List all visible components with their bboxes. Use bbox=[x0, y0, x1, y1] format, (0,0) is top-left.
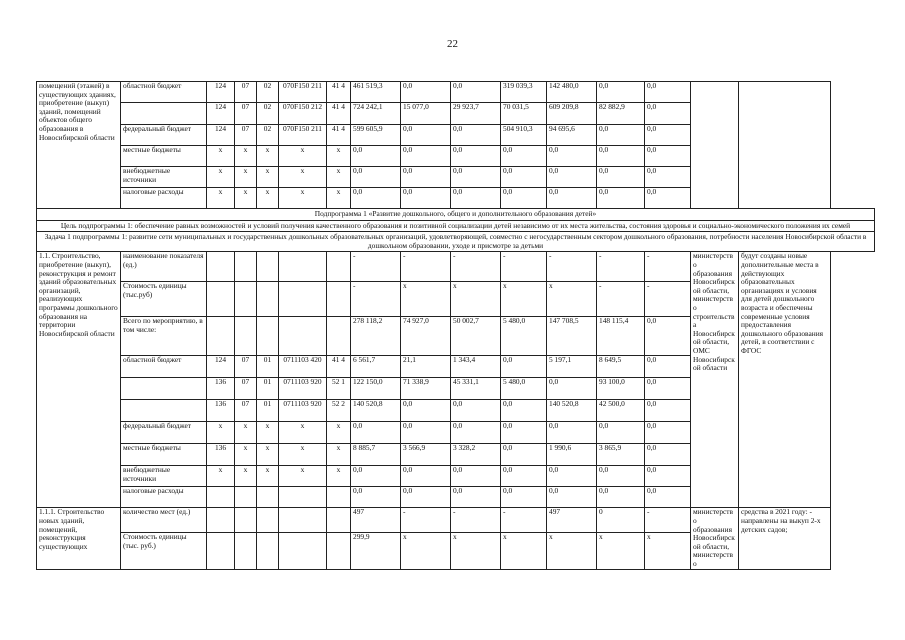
budget-code-cell: x bbox=[207, 422, 235, 444]
amount-cell: - bbox=[645, 282, 691, 317]
budget-code-cell: 136 bbox=[207, 400, 235, 422]
budget-code-cell bbox=[207, 252, 235, 282]
amount-cell: 0,0 bbox=[645, 400, 691, 422]
amount-cell: 0,0 bbox=[547, 466, 597, 487]
budget-code-cell bbox=[235, 317, 257, 356]
amount-cell: 0,0 bbox=[645, 103, 691, 125]
amount-cell: 148 115,4 bbox=[597, 317, 645, 356]
table-row bbox=[37, 82, 875, 103]
budget-code-cell: x bbox=[327, 188, 351, 209]
amount-cell: 0,0 bbox=[645, 167, 691, 188]
budget-code-cell: 124 bbox=[207, 103, 235, 125]
amount-cell: 0,0 bbox=[547, 422, 597, 444]
amount-cell: - bbox=[451, 252, 501, 282]
amount-cell: 0,0 bbox=[597, 188, 645, 209]
amount-cell: 71 338,9 bbox=[401, 378, 451, 400]
amount-cell: 0,0 bbox=[547, 146, 597, 167]
budget-code-cell: x bbox=[279, 422, 327, 444]
amount-cell: 0,0 bbox=[401, 146, 451, 167]
amount-cell: 278 118,2 bbox=[351, 317, 401, 356]
budget-code-cell: 52 2 bbox=[327, 400, 351, 422]
budget-code-cell: x bbox=[235, 422, 257, 444]
amount-cell: 0,0 bbox=[547, 487, 597, 508]
amount-cell: 29 923,7 bbox=[451, 103, 501, 125]
budget-code-cell: 124 bbox=[207, 356, 235, 378]
amount-cell: - bbox=[351, 252, 401, 282]
funding-source-cell: местные бюджеты bbox=[121, 444, 207, 466]
table-row bbox=[37, 252, 875, 282]
budget-code-cell: 41 4 bbox=[327, 125, 351, 146]
funding-source-cell: количество мест (ед.) bbox=[121, 508, 207, 533]
amount-cell: 0,0 bbox=[597, 466, 645, 487]
budget-code-cell: 0711103 920 bbox=[279, 400, 327, 422]
amount-cell: 5 197,1 bbox=[547, 356, 597, 378]
funding-source-cell: Стоимость единицы (тыс. руб.) bbox=[121, 533, 207, 569]
amount-cell: 0,0 bbox=[645, 188, 691, 209]
budget-code-cell: 07 bbox=[235, 356, 257, 378]
budget-code-cell: x bbox=[235, 444, 257, 466]
amount-cell: 0,0 bbox=[351, 487, 401, 508]
budget-code-cell bbox=[207, 533, 235, 569]
amount-cell: 0,0 bbox=[547, 378, 597, 400]
budget-code-cell: x bbox=[207, 466, 235, 487]
amount-cell: 21,1 bbox=[401, 356, 451, 378]
amount-cell: - bbox=[451, 508, 501, 533]
budget-code-cell: 0711103 920 bbox=[279, 378, 327, 400]
budget-code-cell: 01 bbox=[257, 356, 279, 378]
amount-cell: 140 520,8 bbox=[351, 400, 401, 422]
budget-code-cell: 01 bbox=[257, 400, 279, 422]
amount-cell: 0,0 bbox=[501, 444, 547, 466]
amount-cell: 0,0 bbox=[501, 466, 547, 487]
amount-cell: 0,0 bbox=[401, 400, 451, 422]
executor-cell bbox=[691, 82, 739, 209]
amount-cell: 0,0 bbox=[645, 146, 691, 167]
budget-code-cell bbox=[257, 317, 279, 356]
budget-code-cell: x bbox=[279, 444, 327, 466]
budget-code-cell: 136 bbox=[207, 378, 235, 400]
budget-code-cell bbox=[257, 282, 279, 317]
amount-cell: 5 480,0 bbox=[501, 317, 547, 356]
amount-cell: 5 480,0 bbox=[501, 378, 547, 400]
amount-cell: 0,0 bbox=[645, 444, 691, 466]
amount-cell: 497 bbox=[351, 508, 401, 533]
budget-code-cell bbox=[235, 487, 257, 508]
amount-cell: 0,0 bbox=[645, 125, 691, 146]
amount-cell: 0,0 bbox=[597, 82, 645, 103]
budget-code-cell: x bbox=[207, 188, 235, 209]
budget-code-cell: x bbox=[257, 466, 279, 487]
amount-cell: 0,0 bbox=[645, 487, 691, 508]
amount-cell: 0,0 bbox=[645, 378, 691, 400]
funding-source-cell: местные бюджеты bbox=[121, 146, 207, 167]
amount-cell: 0,0 bbox=[451, 400, 501, 422]
amount-cell: 6 561,7 bbox=[351, 356, 401, 378]
amount-cell: 0,0 bbox=[645, 422, 691, 444]
amount-cell: 93 100,0 bbox=[597, 378, 645, 400]
budget-code-cell: x bbox=[207, 146, 235, 167]
budget-code-cell: 0711103 420 bbox=[279, 356, 327, 378]
amount-cell: 142 480,0 bbox=[547, 82, 597, 103]
executor-cell: министерство образования Новосибирской области, министерство bbox=[691, 508, 739, 569]
amount-cell: 0,0 bbox=[501, 400, 547, 422]
amount-cell: - bbox=[401, 252, 451, 282]
amount-cell: x bbox=[401, 282, 451, 317]
budget-code-cell bbox=[279, 317, 327, 356]
budget-code-cell: 07 bbox=[235, 378, 257, 400]
budget-code-cell: x bbox=[235, 188, 257, 209]
budget-code-cell: x bbox=[279, 146, 327, 167]
amount-cell: 15 077,0 bbox=[401, 103, 451, 125]
amount-cell: 0,0 bbox=[597, 422, 645, 444]
budget-code-cell: x bbox=[279, 466, 327, 487]
budget-code-cell: x bbox=[207, 167, 235, 188]
amount-cell: 0,0 bbox=[501, 356, 547, 378]
amount-cell: 319 039,3 bbox=[501, 82, 547, 103]
amount-cell: x bbox=[451, 533, 501, 569]
amount-cell: 3 566,9 bbox=[401, 444, 451, 466]
budget-code-cell: x bbox=[235, 146, 257, 167]
budget-code-cell bbox=[279, 252, 327, 282]
amount-cell: 0,0 bbox=[401, 125, 451, 146]
amount-cell: 94 695,6 bbox=[547, 125, 597, 146]
amount-cell: 0,0 bbox=[451, 422, 501, 444]
program-table bbox=[36, 81, 875, 570]
budget-code-cell: 07 bbox=[235, 82, 257, 103]
amount-cell: 0,0 bbox=[501, 146, 547, 167]
budget-code-cell: 07 bbox=[235, 103, 257, 125]
budget-code-cell bbox=[327, 508, 351, 533]
amount-cell: 0,0 bbox=[501, 422, 547, 444]
amount-cell: x bbox=[547, 282, 597, 317]
budget-code-cell: x bbox=[257, 422, 279, 444]
amount-cell: 50 002,7 bbox=[451, 317, 501, 356]
budget-code-cell: 41 4 bbox=[327, 82, 351, 103]
budget-code-cell: x bbox=[279, 167, 327, 188]
budget-code-cell bbox=[257, 487, 279, 508]
budget-code-cell bbox=[257, 252, 279, 282]
amount-cell: 0,0 bbox=[451, 146, 501, 167]
amount-cell: 122 150,0 bbox=[351, 378, 401, 400]
budget-code-cell bbox=[257, 533, 279, 569]
result-cell: будут созданы новые дополнительные места в действующих образовательных организациях и условия для детей дошкольного возраста и обеспечены современные условия предоставления дошкольного образования детей, в соответствии с ФГОС bbox=[739, 252, 831, 508]
budget-code-cell: 02 bbox=[257, 103, 279, 125]
subprogram-goal-row: Цель подпрограммы 1: обеспечение равных возможностей и условий получения качественного образования и позитивной социализации детей независимо от их места жительства, состояния здоровья и социально-экономического положения их семей bbox=[37, 220, 875, 232]
amount-cell: 0,0 bbox=[645, 356, 691, 378]
amount-cell: 0,0 bbox=[645, 466, 691, 487]
amount-cell: 0,0 bbox=[597, 146, 645, 167]
budget-code-cell bbox=[207, 317, 235, 356]
subprogram-task-row: Задача 1 подпрограммы 1: развитие сети муниципальных и государственных дошкольных образовательных организаций, удовлетворяющей, совместно с негосударственным сектором дошкольного образования, потребности населения Новосибирской области в дошкольном образовании, уходе и присмотре за детьми bbox=[37, 232, 875, 252]
budget-code-cell bbox=[257, 508, 279, 533]
budget-code-cell: x bbox=[257, 188, 279, 209]
amount-cell: 0,0 bbox=[645, 317, 691, 356]
amount-cell: - bbox=[351, 282, 401, 317]
funding-source-cell: наименование показателя (ед.) bbox=[121, 252, 207, 282]
funding-source-cell: областной бюджет bbox=[121, 82, 207, 103]
amount-cell: x bbox=[401, 533, 451, 569]
amount-cell: 0,0 bbox=[501, 188, 547, 209]
amount-cell: - bbox=[645, 252, 691, 282]
amount-cell: 140 520,8 bbox=[547, 400, 597, 422]
budget-code-cell: 136 bbox=[207, 444, 235, 466]
amount-cell: 0,0 bbox=[351, 466, 401, 487]
budget-code-cell: 124 bbox=[207, 82, 235, 103]
budget-code-cell bbox=[279, 487, 327, 508]
budget-code-cell bbox=[235, 252, 257, 282]
amount-cell: 0,0 bbox=[547, 188, 597, 209]
amount-cell: 0,0 bbox=[597, 167, 645, 188]
amount-cell: 3 865,9 bbox=[597, 444, 645, 466]
amount-cell: 1 343,4 bbox=[451, 356, 501, 378]
amount-cell: 0,0 bbox=[351, 422, 401, 444]
budget-code-cell bbox=[279, 282, 327, 317]
budget-code-cell bbox=[207, 487, 235, 508]
table-row bbox=[37, 220, 875, 232]
amount-cell: 0,0 bbox=[401, 466, 451, 487]
amount-cell: 0,0 bbox=[597, 125, 645, 146]
budget-code-cell bbox=[327, 317, 351, 356]
executor-cell: министерство образования Новосибирской области, министерство строительства Новосибирской области, ОМС Новосибирской области bbox=[691, 252, 739, 508]
funding-source-cell: налоговые расходы bbox=[121, 188, 207, 209]
funding-source-cell bbox=[121, 103, 207, 125]
amount-cell: - bbox=[501, 508, 547, 533]
funding-source-cell: областной бюджет bbox=[121, 356, 207, 378]
amount-cell: 0,0 bbox=[451, 188, 501, 209]
budget-code-cell: 41 4 bbox=[327, 356, 351, 378]
budget-code-cell: x bbox=[327, 466, 351, 487]
funding-source-cell: внебюджетные источники bbox=[121, 167, 207, 188]
funding-source-cell bbox=[121, 400, 207, 422]
amount-cell: 0,0 bbox=[351, 167, 401, 188]
amount-cell: 45 331,1 bbox=[451, 378, 501, 400]
amount-cell: - bbox=[501, 252, 547, 282]
amount-cell: 0,0 bbox=[597, 487, 645, 508]
table-row bbox=[37, 232, 875, 252]
measure-name-cell: помещений (этажей) в существующих зданиях, приобретение (выкуп) зданий, помещений объектов общего образования в Новосибирской области bbox=[37, 82, 121, 209]
budget-code-cell: x bbox=[327, 444, 351, 466]
amount-cell: 0,0 bbox=[351, 146, 401, 167]
amount-cell: 1 990,6 bbox=[547, 444, 597, 466]
funding-source-cell: внебюджетные источники bbox=[121, 466, 207, 487]
amount-cell: 0,0 bbox=[645, 82, 691, 103]
funding-source-cell: федеральный бюджет bbox=[121, 125, 207, 146]
budget-code-cell: 02 bbox=[257, 125, 279, 146]
amount-cell: 599 605,9 bbox=[351, 125, 401, 146]
result-cell bbox=[739, 82, 831, 209]
budget-code-cell bbox=[327, 282, 351, 317]
amount-cell: - bbox=[597, 252, 645, 282]
budget-code-cell: 07 bbox=[235, 400, 257, 422]
amount-cell: 0,0 bbox=[351, 188, 401, 209]
budget-code-cell: 41 4 bbox=[327, 103, 351, 125]
budget-code-cell: 07 bbox=[235, 125, 257, 146]
amount-cell: 0,0 bbox=[501, 487, 547, 508]
amount-cell: 0,0 bbox=[401, 487, 451, 508]
budget-code-cell: 070F150 212 bbox=[279, 103, 327, 125]
amount-cell: 42 500,0 bbox=[597, 400, 645, 422]
amount-cell: 0 bbox=[597, 508, 645, 533]
amount-cell: 0,0 bbox=[451, 466, 501, 487]
amount-cell: 0,0 bbox=[451, 82, 501, 103]
amount-cell: 0,0 bbox=[451, 125, 501, 146]
amount-cell: 70 031,5 bbox=[501, 103, 547, 125]
amount-cell: 0,0 bbox=[451, 487, 501, 508]
funding-source-cell: налоговые расходы bbox=[121, 487, 207, 508]
budget-code-cell: x bbox=[257, 444, 279, 466]
budget-code-cell bbox=[279, 508, 327, 533]
amount-cell: 0,0 bbox=[401, 82, 451, 103]
budget-code-cell: 01 bbox=[257, 378, 279, 400]
amount-cell: 0,0 bbox=[451, 167, 501, 188]
page-number: 22 bbox=[447, 38, 458, 50]
amount-cell: x bbox=[645, 533, 691, 569]
budget-code-cell bbox=[235, 533, 257, 569]
budget-code-cell bbox=[327, 487, 351, 508]
amount-cell: 0,0 bbox=[401, 167, 451, 188]
amount-cell: x bbox=[547, 533, 597, 569]
amount-cell: x bbox=[451, 282, 501, 317]
funding-source-cell: Всего по мероприятию, в том числе: bbox=[121, 317, 207, 356]
amount-cell: 0,0 bbox=[547, 167, 597, 188]
budget-code-cell bbox=[207, 508, 235, 533]
budget-code-cell: x bbox=[257, 146, 279, 167]
amount-cell: - bbox=[597, 282, 645, 317]
budget-code-cell bbox=[327, 533, 351, 569]
budget-code-cell: x bbox=[327, 146, 351, 167]
budget-code-cell: x bbox=[235, 167, 257, 188]
measure-name-cell: 1.1. Строительство, приобретение (выкуп), реконструкция и ремонт зданий образовательных организаций, реализующих программы дошкольного образования на территории Новосибирской области bbox=[37, 252, 121, 508]
amount-cell: 0,0 bbox=[501, 167, 547, 188]
measure-name-cell: 1.1.1. Строительство новых зданий, помещений, реконструкция существующих bbox=[37, 508, 121, 569]
amount-cell: - bbox=[645, 508, 691, 533]
funding-source-cell: федеральный бюджет bbox=[121, 422, 207, 444]
amount-cell: 504 910,3 bbox=[501, 125, 547, 146]
amount-cell: 147 708,5 bbox=[547, 317, 597, 356]
budget-code-cell bbox=[235, 508, 257, 533]
amount-cell: 461 519,3 bbox=[351, 82, 401, 103]
budget-code-cell: x bbox=[327, 422, 351, 444]
amount-cell: x bbox=[501, 282, 547, 317]
budget-code-cell bbox=[207, 282, 235, 317]
amount-cell: 8 885,7 bbox=[351, 444, 401, 466]
budget-code-cell: 070F150 211 bbox=[279, 82, 327, 103]
budget-code-cell bbox=[279, 533, 327, 569]
amount-cell: 497 bbox=[547, 508, 597, 533]
amount-cell: - bbox=[547, 252, 597, 282]
amount-cell: 299,9 bbox=[351, 533, 401, 569]
table-row bbox=[37, 508, 875, 533]
budget-code-cell: 124 bbox=[207, 125, 235, 146]
amount-cell: 3 328,2 bbox=[451, 444, 501, 466]
subprogram-title-row: Подпрограмма 1 «Развитие дошкольного, общего и дополнительного образования детей» bbox=[37, 209, 875, 221]
budget-code-cell bbox=[327, 252, 351, 282]
budget-code-cell: 02 bbox=[257, 82, 279, 103]
budget-code-cell: 070F150 211 bbox=[279, 125, 327, 146]
amount-cell: 724 242,1 bbox=[351, 103, 401, 125]
amount-cell: x bbox=[597, 533, 645, 569]
budget-code-cell: x bbox=[257, 167, 279, 188]
funding-source-cell bbox=[121, 378, 207, 400]
budget-code-cell: 52 1 bbox=[327, 378, 351, 400]
amount-cell: - bbox=[401, 508, 451, 533]
amount-cell: 82 882,9 bbox=[597, 103, 645, 125]
amount-cell: 609 209,8 bbox=[547, 103, 597, 125]
amount-cell: x bbox=[501, 533, 547, 569]
amount-cell: 8 649,5 bbox=[597, 356, 645, 378]
budget-code-cell: x bbox=[327, 167, 351, 188]
amount-cell: 0,0 bbox=[401, 422, 451, 444]
result-cell: средства в 2021 году: - направлены на выкуп 2-х детских садов; bbox=[739, 508, 831, 569]
budget-code-cell bbox=[235, 282, 257, 317]
funding-source-cell: Стоимость единицы (тыс.руб) bbox=[121, 282, 207, 317]
budget-code-cell: x bbox=[279, 188, 327, 209]
table-row bbox=[37, 209, 875, 221]
budget-code-cell: x bbox=[235, 466, 257, 487]
amount-cell: 74 927,0 bbox=[401, 317, 451, 356]
amount-cell: 0,0 bbox=[401, 188, 451, 209]
